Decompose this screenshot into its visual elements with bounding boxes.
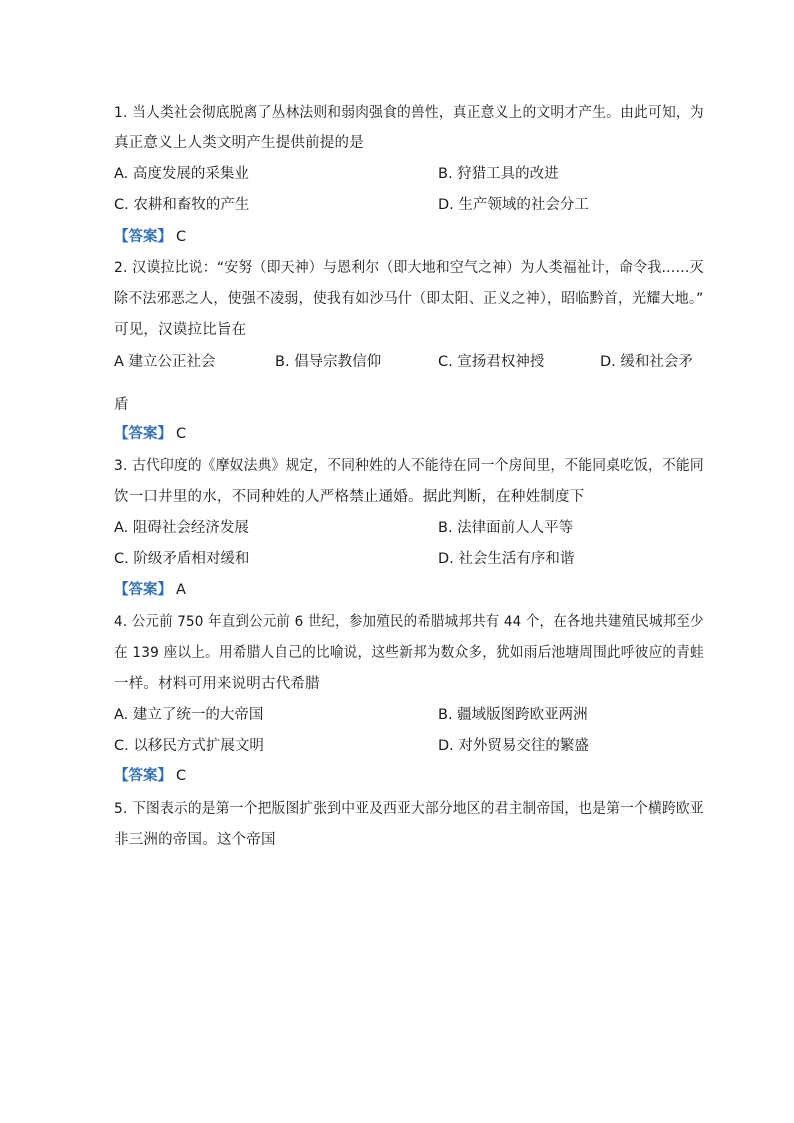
question-1-line-2: 真正意义上人类文明产生提供前提的是: [114, 135, 364, 151]
question-5-line-2: 非三洲的帝国。这个帝国: [114, 832, 276, 848]
question-4-option-b: B. 疆域版图跨欧亚两洲: [438, 707, 588, 723]
question-5-line-1: 5. 下图表示的是第一个把版图扩张到中亚及西亚大部分地区的君主制帝国，也是第一个横跨欧亚: [114, 801, 704, 817]
answer-value: C: [176, 768, 187, 784]
question-1-option-d: D. 生产领域的社会分工: [438, 197, 589, 213]
question-4-option-d: D. 对外贸易交往的繁盛: [438, 738, 589, 754]
question-3-option-a: A. 阻碍社会经济发展: [114, 520, 249, 536]
question-4-option-a: A. 建立了统一的大帝国: [114, 707, 264, 723]
question-2-option-d-continuation: 盾: [114, 397, 129, 413]
question-2-option-d: D. 缓和社会矛: [600, 354, 693, 370]
answer-value: C: [176, 426, 187, 442]
question-4-line-3: 一样。材料可用来说明古代希腊: [114, 676, 320, 692]
question-2-answer: [114, 424, 186, 444]
question-4-line-2: 在 139 座以上。用希腊人自己的比喻说，这些新邦为数众多，犹如雨后池塘周围此呼彼应的青蛙: [114, 645, 704, 661]
question-4-line-1: 4. 公元前 750 年直到公元前 6 世纪，参加殖民的希腊城邦共有 44 个，在各地共建殖民城邦至少: [114, 614, 704, 630]
answer-value: A: [176, 582, 186, 598]
question-3-option-c: C. 阶级矛盾相对缓和: [114, 551, 250, 567]
question-1-option-a: A. 高度发展的采集业: [114, 166, 249, 182]
question-1-answer: [114, 227, 186, 247]
question-2-line-2: 除不法邪恶之人，使强不凌弱，使我有如沙马什（即太阳、正义之神），昭临黔首，光耀大地。”: [114, 291, 704, 307]
question-3-line-1: 3. 古代印度的《摩奴法典》规定，不同种姓的人不能待在同一个房间里，不能同桌吃饭，不能同: [114, 458, 704, 474]
question-1-line-1: 1. 当人类社会彻底脱离了丛林法则和弱肉强食的兽性，真正意义上的文明才产生。由此可知，为: [114, 105, 704, 121]
question-2-option-b: B. 倡导宗教信仰: [275, 354, 382, 370]
answer-value: C: [176, 229, 187, 245]
answer-tag: 【答案】: [114, 768, 172, 784]
question-2-line-3: 可见，汉谟拉比旨在: [114, 322, 247, 338]
question-1-option-b: B. 狩猎工具的改进: [438, 166, 559, 182]
answer-tag: 【答案】: [114, 229, 172, 245]
question-4-option-c: C. 以移民方式扩展文明: [114, 738, 264, 754]
question-1-option-c: C. 农耕和畜牧的产生: [114, 197, 250, 213]
answer-tag: 【答案】: [114, 426, 172, 442]
question-3-option-b: B. 法律面前人人平等: [438, 520, 574, 536]
question-2-line-1: 2. 汉谟拉比说：“安努（即天神）与恩利尔（即大地和空气之神）为人类福祉计，命令我……灭: [114, 260, 704, 276]
question-2-option-a: A 建立公正社会: [114, 354, 216, 370]
question-3-option-d: D. 社会生活有序和谐: [438, 551, 575, 567]
answer-tag: 【答案】: [114, 582, 172, 598]
question-2-option-c: C. 宣扬君权神授: [438, 354, 545, 370]
question-4-answer: [114, 766, 186, 786]
question-3-line-2: 饮一口井里的水，不同种姓的人严格禁止通婚。据此判断，在种姓制度下: [114, 489, 585, 505]
question-3-answer: [114, 580, 186, 600]
